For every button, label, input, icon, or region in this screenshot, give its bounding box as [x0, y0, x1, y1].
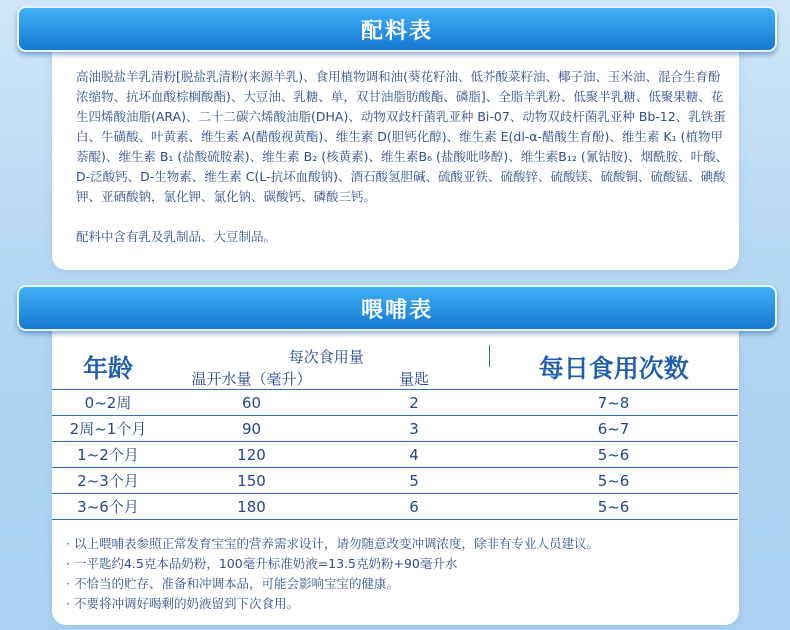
cell-times: 7~8 — [489, 390, 738, 416]
header-age: 年龄 — [82, 354, 133, 383]
cell-age: 0~2周 — [52, 390, 164, 416]
header-scoop: 量匙 — [399, 369, 430, 388]
header-water: 温开水量（毫升） — [191, 369, 312, 388]
cell-age: 1~2个月 — [52, 442, 164, 468]
allergen-note: 配料中含有乳及乳制品、大豆制品。 — [76, 229, 277, 244]
cell-age: 2~3个月 — [52, 468, 164, 494]
header-times: 每日食用次数 — [538, 354, 689, 383]
feeding-table — [52, 345, 738, 520]
cell-water: 60 — [164, 390, 339, 416]
note-item: · 不要将冲调好喝剩的奶液留到下次食用。 — [66, 594, 599, 614]
cell-scoop: 2 — [339, 390, 489, 416]
cell-scoop: 3 — [339, 416, 489, 442]
cell-water: 120 — [164, 442, 339, 468]
cell-scoop: 4 — [339, 442, 489, 468]
note-item: · 不恰当的贮存、准备和冲调本品，可能会影响宝宝的健康。 — [66, 574, 599, 594]
table-row — [52, 390, 738, 416]
table-row — [52, 494, 738, 520]
cell-scoop: 5 — [339, 468, 489, 494]
cell-times: 5~6 — [489, 468, 738, 494]
cell-times: 5~6 — [489, 494, 738, 520]
cell-water: 150 — [164, 468, 339, 494]
table-row — [52, 442, 738, 468]
table-row — [52, 468, 738, 494]
cell-times: 6~7 — [489, 416, 738, 442]
table-row — [52, 416, 738, 442]
note-item: · 以上喂哺表参照正常发育宝宝的营养需求设计，请勿随意改变冲调浓度，除非有专业人员建议。 — [66, 534, 599, 554]
cell-water: 90 — [164, 416, 339, 442]
cell-times: 5~6 — [489, 442, 738, 468]
feeding-title: 喂哺表 — [360, 297, 433, 323]
ingredients-list: 高油脱盐羊乳清粉[脱盐乳清粉(来源羊乳)、食用植物调和油(葵花籽油、低芥酸菜籽油、椰子油、玉米油、混合生育酚浓缩物、抗坏血酸棕榈酸酯)、大豆油、乳糖、单，双甘油脂肪酸酯、磷脂]、全脂羊乳粉、低聚半乳糖、低聚果糖、花生四烯酸油脂(ARA)、二十二碳六烯酸油脂(DHA)、动物双歧杆菌乳亚种 Bi-07、动物双歧杆菌乳亚种 Bb-12、乳铁蛋白、牛磺酸、叶黄素、维生素 A(醋酸视黄酯)、维生素 D(胆钙化醇)、维生素 E(dl-α-醋酸生育酚)、维生素 K₁ (植物甲萘醌)、维生素 B₁ (盐酸硫胺素)、维生素 B₂ (核黄素)、维生素B₆ (盐酸吡哆醇)、维生素B₁₂ (氰钴胺)、烟酰胺、叶酸、D-泛酸钙、D-生物素、维生素 C(L-抗坏血酸钠)、酒石酸氢胆碱、硫酸亚铁、硫酸锌、硫酸镁、硫酸铜、硫酸锰、碘酸钾、亚硒酸钠，氯化钾、氯化钠、碳酸钙、磷酸三钙。 — [76, 69, 729, 204]
cell-water: 180 — [164, 494, 339, 520]
feeding-notes — [66, 534, 599, 614]
header-per-feed: 每次食用量 — [164, 345, 489, 367]
cell-age: 2周~1个月 — [52, 416, 164, 442]
note-item: · 一平匙约4.5克本品奶粉，100毫升标准奶液=13.5克奶粉+90毫升水 — [66, 554, 599, 574]
feeding-banner — [17, 285, 777, 331]
cell-age: 3~6个月 — [52, 494, 164, 520]
ingredients-banner — [17, 6, 777, 52]
cell-scoop: 6 — [339, 494, 489, 520]
ingredients-title: 配料表 — [360, 18, 433, 44]
